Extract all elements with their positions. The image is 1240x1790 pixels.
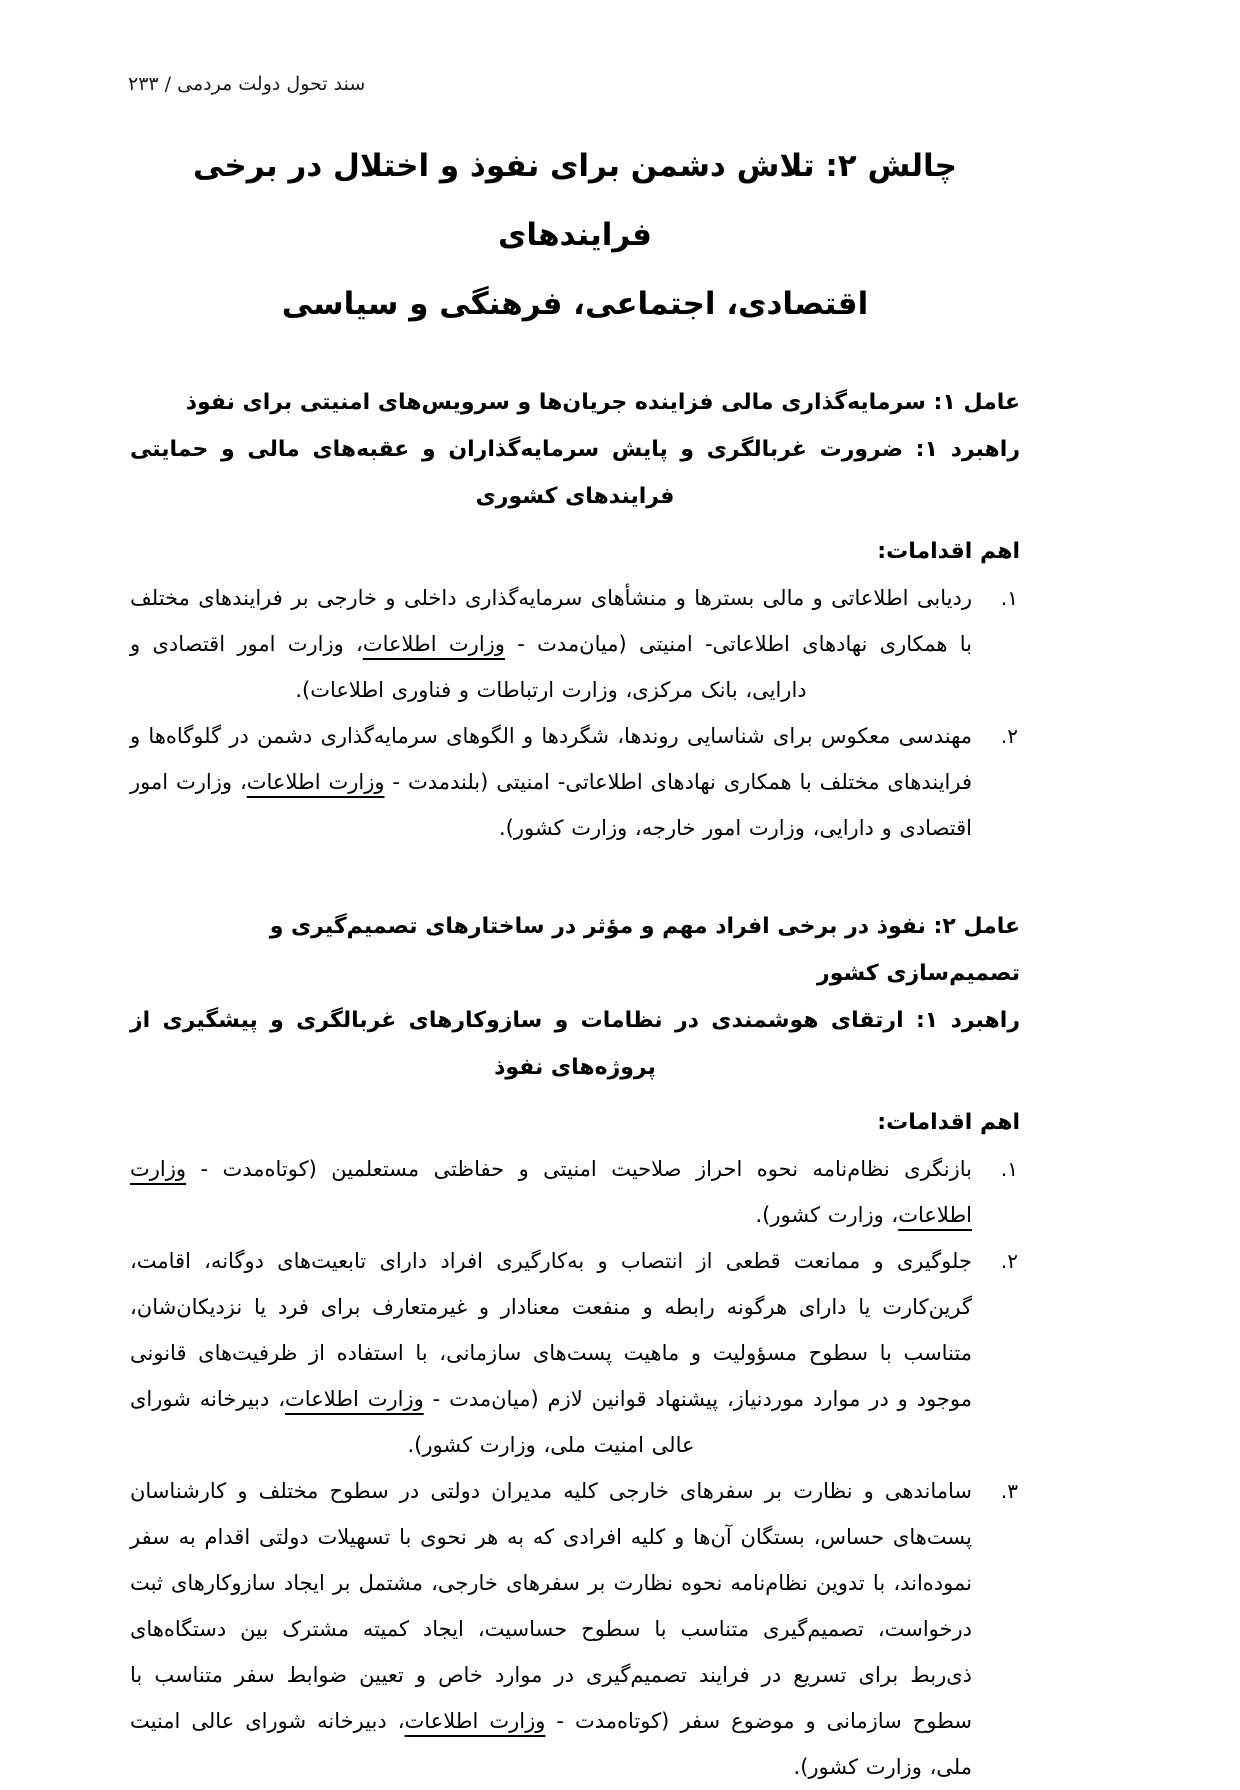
- actions-label-1: اهم اقدامات:: [877, 539, 1020, 564]
- list-item: [130, 1468, 1020, 1790]
- list-item-text: ساماندهی و نظارت بر سفرهای خارجی کلیه مدیران دولتی در سطوح مختلف و کارشناسان پست‌های حساس، بستگان آن‌ها و کلیه افرادی که به هر نحوی با تسهیلات دولتی اقدام به سفر نموده‌اند، با تدوین نظام‌نامه نحوه نظارت بر سفرهای خارجی، مشتمل بر ایجاد سازوکارهای ثبت درخواست، تصمیم‌گیری متناسب با سطوح حساسیت، ایجاد کمیته مشترک بین دستگاه‌های ذی‌ربط برای تسریع در فرایند تصمیم‌گیری در موارد خاص و تعیین ضوابط سفر متناسب با سطوح سازمانی و موضوع سفر (کوتاه‌مدت - وزارت اطلاعات، دبیرخانه شورای عالی امنیت ملی، وزارت کشور).: [130, 1479, 972, 1779]
- list-item-text: ردیابی اطلاعاتی و مالی بسترها و منشأهای سرمایه‌گذاری داخلی و خارجی بر فرایندهای مختلف با همکاری نهادهای اطلاعاتی- امنیتی (میان‌مدت - وزارت اطلاعات، وزارت امور اقتصادی و دارایی، بانک مرکزی، وزارت ارتباطات و فناوری اطلاعات).: [130, 586, 972, 702]
- strategy-1-heading: راهبرد ۱: ضرورت غربالگری و پایش سرمایه‌گذاران و عقبه‌های مالی و حمایتی فرایندهای کشوری: [130, 437, 1020, 509]
- factor-1-heading: عامل ۱: سرمایه‌گذاری مالی فزاینده جریان‌ها و سرویس‌های امنیتی برای نفوذ: [185, 390, 1020, 415]
- list-item-number: ۱.: [1000, 1157, 1018, 1181]
- page-title-line-2: اقتصادی، اجتماعی، فرهنگی و سیاسی: [281, 286, 869, 322]
- list-item: [130, 1146, 1020, 1238]
- actions-list-2: [130, 1146, 1020, 1790]
- list-item: [130, 713, 1020, 851]
- list-item-number: ۲.: [1000, 1249, 1018, 1273]
- page-content: [130, 0, 1020, 1790]
- list-item-number: ۲.: [1000, 724, 1018, 748]
- list-item: [130, 575, 1020, 713]
- page-title-line-1: چالش ۲: تلاش دشمن برای نفوذ و اختلال در برخی فرایندهای: [193, 148, 957, 253]
- section-factor-1: [130, 379, 1020, 851]
- list-item-number: ۳.: [1000, 1479, 1018, 1503]
- actions-label-2: اهم اقدامات:: [877, 1110, 1020, 1135]
- list-item-text: بازنگری نظام‌نامه نحوه احراز صلاحیت امنیتی و حفاظتی مستعلمین (کوتاه‌مدت - وزارت اطلاعات، وزارت کشور).: [130, 1157, 972, 1227]
- factor-2-heading: عامل ۲: نفوذ در برخی افراد مهم و مؤثر در ساختارهای تصمیم‌گیری و تصمیم‌سازی کشور: [269, 914, 1020, 986]
- strategy-2-heading: راهبرد ۱: ارتقای هوشمندی در نظامات و سازوکارهای غربالگری و پیشگیری از پروژه‌های نفوذ: [130, 1008, 1021, 1080]
- section-factor-2: [130, 903, 1020, 1790]
- actions-list-1: [130, 575, 1020, 851]
- list-item-text: مهندسی معکوس برای شناسایی روندها، شگردها و الگوهای سرمایه‌گذاری دشمن در گلوگاه‌ها و فرایندهای مختلف با همکاری نهادهای اطلاعاتی- امنیتی (بلندمدت - وزارت اطلاعات، وزارت امور اقتصادی و دارایی، وزارت امور خارجه، وزارت کشور).: [130, 724, 973, 840]
- list-item: [130, 1238, 1020, 1468]
- running-header: سند تحول دولت مردمی / ۲۳۳: [128, 73, 366, 95]
- page-title: [130, 0, 1020, 339]
- list-item-number: ۱.: [1000, 586, 1018, 610]
- list-item-text: جلوگیری و ممانعت قطعی از انتصاب و به‌کارگیری افراد دارای تابعیت‌های دوگانه، اقامت، گرین‌کارت یا دارای هرگونه رابطه و منفعت معنادار و غیرمتعارف برای فرد یا نزدیکان‌شان، متناسب با سطوح مسؤولیت و ماهیت پست‌های سازمانی، با استفاده از ظرفیت‌های قانونی موجود و در موارد موردنیاز، پیشنهاد قوانین لازم (میان‌مدت - وزارت اطلاعات، دبیرخانه شورای عالی امنیت ملی، وزارت کشور).: [130, 1249, 972, 1457]
